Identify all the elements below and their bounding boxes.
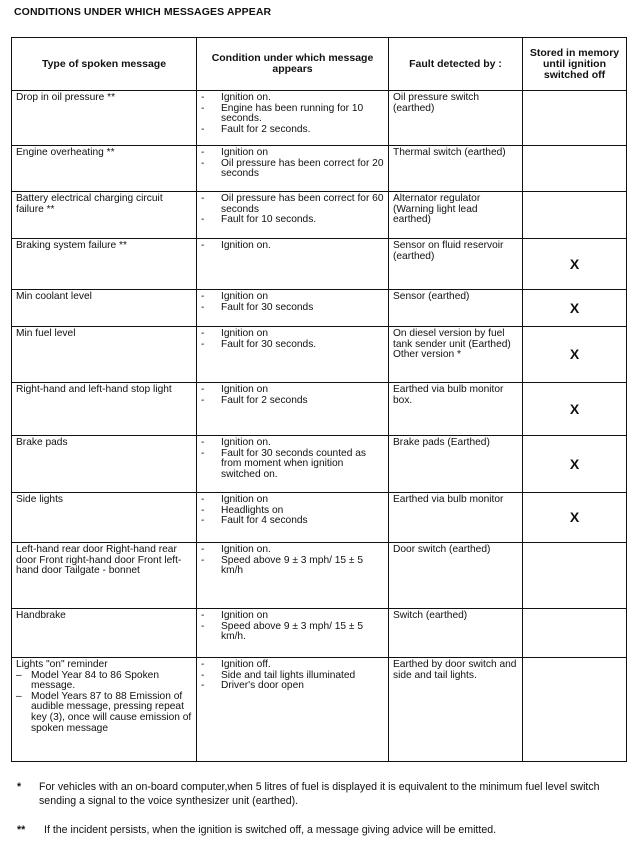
table-row xyxy=(12,543,627,609)
condition-item: - Ignition on. xyxy=(201,241,384,252)
footnote-mark: ** xyxy=(17,824,26,836)
table-row xyxy=(12,192,627,239)
row-conditions xyxy=(197,383,389,436)
condition-item: - Side and tail lights illuminated xyxy=(201,671,384,682)
condition-item: - Fault for 2 seconds xyxy=(201,396,384,407)
header-fault: Fault detected by : xyxy=(389,38,523,91)
condition-item: - Ignition on. xyxy=(201,93,384,104)
row-message: Right-hand and left-hand stop light xyxy=(12,383,197,436)
footnote-mark: * xyxy=(17,781,22,793)
table-row xyxy=(12,383,627,436)
row-message: Handbrake xyxy=(12,609,197,658)
condition-item: - Ignition off. xyxy=(201,660,384,671)
row-conditions xyxy=(197,609,389,658)
footnote xyxy=(17,823,627,837)
table-row xyxy=(12,327,627,383)
condition-item: - Oil pressure has been correct for 60 seconds xyxy=(201,194,384,215)
footnote-text: For vehicles with an on-board computer,when 5 litres of fuel is displayed it is equivalent to the minimum fuel level switch sending a signal to the voice synthesizer unit (earthed). xyxy=(39,781,600,807)
sub-item: – Model Years 87 to 88 Emission of audible message, pressing repeat key (3), once will cause emission of spoken message xyxy=(16,692,192,734)
page-title: CONDITIONS UNDER WHICH MESSAGES APPEAR xyxy=(14,6,272,18)
row-stored xyxy=(523,91,627,146)
row-fault: Door switch (earthed) xyxy=(389,543,523,609)
row-message: Engine overheating ** xyxy=(12,146,197,192)
row-conditions xyxy=(197,327,389,383)
table-row xyxy=(12,609,627,658)
header-stored: Stored in memory until ignition switched off xyxy=(523,38,627,91)
condition-item: - Ignition on. xyxy=(201,438,384,449)
condition-item: - Engine has been running for 10 seconds. xyxy=(201,104,384,125)
table-header-row xyxy=(12,38,627,91)
row-stored: X xyxy=(523,239,627,290)
row-fault: Earthed by door switch and side and tail lights. xyxy=(389,658,523,762)
row-stored xyxy=(523,192,627,239)
table-row xyxy=(12,146,627,192)
row-fault: On diesel version by fuel tank sender unit (Earthed) Other version * xyxy=(389,327,523,383)
row-stored: X xyxy=(523,436,627,493)
row-conditions xyxy=(197,239,389,290)
table-row xyxy=(12,91,627,146)
condition-item: - Headlights on xyxy=(201,506,384,517)
row-stored: X xyxy=(523,383,627,436)
table-row xyxy=(12,658,627,762)
table-row xyxy=(12,239,627,290)
table-row xyxy=(12,436,627,493)
table-row xyxy=(12,493,627,543)
row-conditions xyxy=(197,543,389,609)
row-stored: X xyxy=(523,290,627,327)
condition-item: - Fault for 4 seconds xyxy=(201,516,384,527)
row-fault: Brake pads (Earthed) xyxy=(389,436,523,493)
row-stored xyxy=(523,609,627,658)
table-row xyxy=(12,290,627,327)
footnote-text: If the incident persists, when the ignition is switched off, a message giving advice will be emitted. xyxy=(44,824,497,836)
condition-item: - Fault for 30 seconds. xyxy=(201,340,384,351)
row-fault: Alternator regulator (Warning light lead earthed) xyxy=(389,192,523,239)
row-stored xyxy=(523,146,627,192)
condition-item: - Fault for 10 seconds. xyxy=(201,215,384,226)
condition-item: - Fault for 2 seconds. xyxy=(201,125,384,136)
condition-item: - Ignition on xyxy=(201,329,384,340)
row-fault: Sensor on fluid reservoir (earthed) xyxy=(389,239,523,290)
row-message-title: Lights "on" reminder xyxy=(16,659,108,670)
row-conditions xyxy=(197,493,389,543)
row-message xyxy=(12,658,197,762)
condition-item: - Driver's door open xyxy=(201,681,384,692)
condition-item: - Ignition on xyxy=(201,385,384,396)
condition-item: - Fault for 30 seconds counted as from moment when ignition switched on. xyxy=(201,449,384,481)
row-message: Brake pads xyxy=(12,436,197,493)
header-message: Type of spoken message xyxy=(12,38,197,91)
row-message: Min coolant level xyxy=(12,290,197,327)
footnote xyxy=(17,780,627,808)
row-message: Min fuel level xyxy=(12,327,197,383)
messages-table xyxy=(11,37,627,762)
row-conditions xyxy=(197,290,389,327)
row-conditions xyxy=(197,146,389,192)
row-fault: Earthed via bulb monitor box. xyxy=(389,383,523,436)
row-message: Side lights xyxy=(12,493,197,543)
condition-item: - Speed above 9 ± 3 mph/ 15 ± 5 km/h xyxy=(201,556,384,577)
header-condition: Condition under which message appears xyxy=(197,38,389,91)
row-message: Braking system failure ** xyxy=(12,239,197,290)
row-message: Left-hand rear door Right-hand rear door Front right-hand door Front left-hand door Tailgate - bonnet xyxy=(12,543,197,609)
row-fault: Earthed via bulb monitor xyxy=(389,493,523,543)
row-conditions xyxy=(197,658,389,762)
row-fault: Oil pressure switch (earthed) xyxy=(389,91,523,146)
row-fault: Sensor (earthed) xyxy=(389,290,523,327)
condition-item: - Ignition on xyxy=(201,611,384,622)
condition-item: - Fault for 30 seconds xyxy=(201,303,384,314)
row-stored xyxy=(523,543,627,609)
condition-item: - Ignition on xyxy=(201,148,384,159)
row-conditions xyxy=(197,91,389,146)
row-stored: X xyxy=(523,327,627,383)
condition-item: - Oil pressure has been correct for 20 seconds xyxy=(201,159,384,180)
row-fault: Thermal switch (earthed) xyxy=(389,146,523,192)
row-message: Drop in oil pressure ** xyxy=(12,91,197,146)
row-conditions xyxy=(197,192,389,239)
condition-item: - Ignition on xyxy=(201,292,384,303)
row-conditions xyxy=(197,436,389,493)
row-stored: X xyxy=(523,493,627,543)
row-message: Battery electrical charging circuit failure ** xyxy=(12,192,197,239)
condition-item: - Ignition on xyxy=(201,495,384,506)
condition-item: - Ignition on. xyxy=(201,545,384,556)
row-fault: Switch (earthed) xyxy=(389,609,523,658)
sub-item: – Model Year 84 to 86 Spoken message. xyxy=(16,671,192,692)
condition-item: - Speed above 9 ± 3 mph/ 15 ± 5 km/h. xyxy=(201,622,384,643)
row-stored xyxy=(523,658,627,762)
